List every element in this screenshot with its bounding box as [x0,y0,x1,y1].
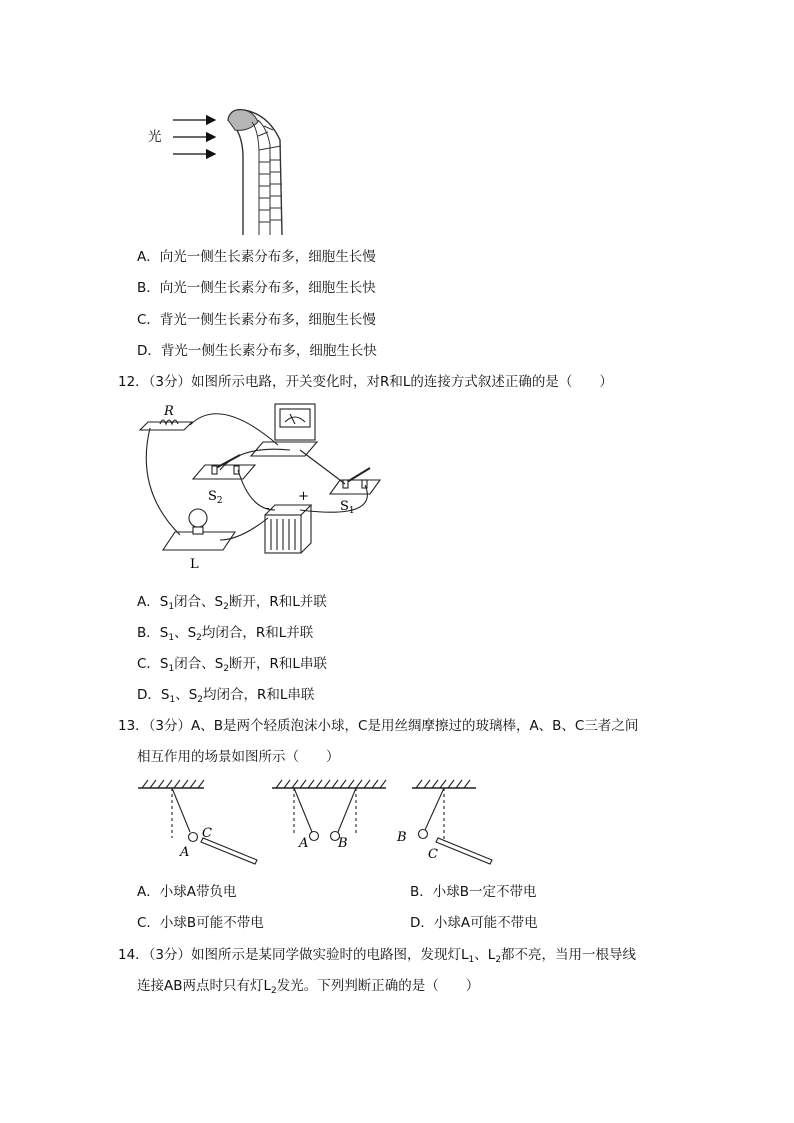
fig-label-s1: $S_1$ [340,499,355,516]
fig-label-c1: C [202,826,212,841]
q11-option-c: C．背光一侧生长素分布多，细胞生长慢 [137,312,376,328]
circuit-figure [140,400,420,580]
fig-label-b3: B [397,830,407,845]
q13-option-c: C．小球B可能不带电 [137,915,264,931]
q12-option-b: B．$S_1$、$S_2$均闭合，R和L并联 [137,625,314,643]
q12-option-d: D．$S_1$、$S_2$均闭合，R和L串联 [137,687,315,705]
fig-label-b2: B [338,836,348,851]
pendulum-figure [138,780,498,870]
q13-option-d: D．小球A可能不带电 [410,915,538,931]
fig-label-r: R [164,404,174,419]
fig-label-minus: - [265,501,270,516]
q13-stem-line1: 13．（3分）A、B是两个轻质泡沫小球，C是用丝绸摩擦过的玻璃棒，A、B、C三者之间 [118,718,639,734]
q12-option-a: A．$S_1$闭合、$S_2$断开，R和L并联 [137,594,327,612]
q11-option-d: D．背光一侧生长素分布多，细胞生长快 [137,343,377,359]
q11-option-a: A．向光一侧生长素分布多，细胞生长慢 [137,249,376,265]
seedling-figure [140,100,300,235]
q14-stem-line2: 连接AB两点时只有灯$L_2$发光。下列判断正确的是（ ） [137,978,480,996]
fig-label-plus: + [298,489,309,504]
q12-option-c: C．$S_1$闭合、$S_2$断开，R和L串联 [137,656,327,674]
q11-option-b: B．向光一侧生长素分布多，细胞生长快 [137,280,376,296]
fig-label-a2: A [299,836,309,851]
fig-label-s2: $S_2$ [208,489,223,506]
q14-stem-line1: 14．（3分）如图所示是某同学做实验时的电路图，发现灯$L_1$、$L_2$都不亮，当用一根导线 [118,947,637,965]
light-label: 光 [148,129,162,145]
q13-option-a: A．小球A带负电 [137,884,237,900]
q13-option-b: B．小球B一定不带电 [410,884,537,900]
fig-label-a1: A [180,845,190,860]
light-arrows [173,120,215,154]
q12-stem: 12．（3分）如图所示电路，开关变化时，对R和L的连接方式叙述正确的是（ ） [118,374,613,390]
fig-label-c3: C [428,847,438,862]
q13-stem-line2: 相互作用的场景如图所示（ ） [137,749,340,765]
fig-label-l: L [190,557,199,572]
